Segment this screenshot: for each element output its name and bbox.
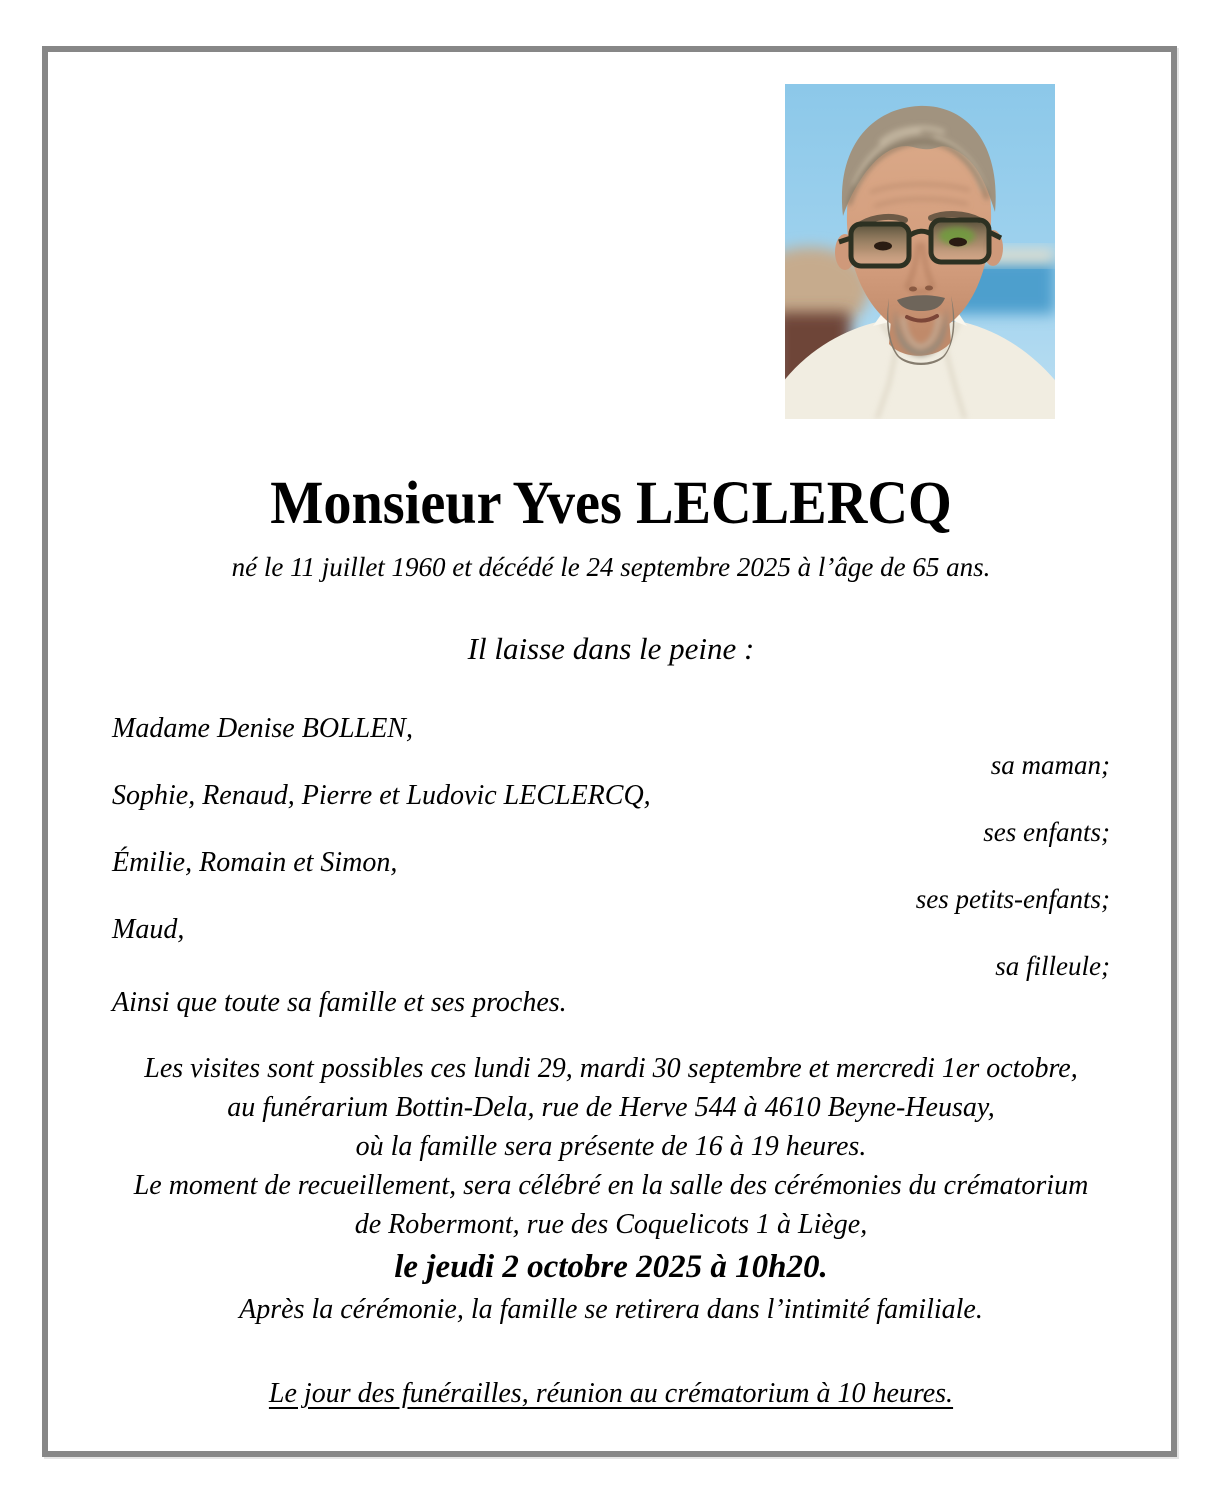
portrait-photo — [785, 84, 1055, 419]
after-ceremony-line: Après la cérémonie, la famille se retirera dans l’intimité familiale. — [239, 1294, 983, 1325]
deceased-name-title: Monsieur Yves LECLERCQ — [270, 468, 952, 537]
ceremony-line: Le moment de recueillement, sera célébré en la salle des cérémonies du crématorium — [133, 1170, 1089, 1201]
visits-line: au funérarium Bottin-Dela, rue de Herve 544 à 4610 Beyne-Heusay, — [227, 1092, 995, 1123]
birth-death-line: né le 11 juillet 1960 et décédé le 24 septembre 2025 à l’âge de 65 ans. — [231, 552, 991, 582]
family-list — [112, 713, 1110, 1019]
family-member-relation: ses enfants; — [983, 817, 1110, 847]
family-member-relation: sa filleule; — [995, 951, 1110, 981]
ceremony-date-line: le jeudi 2 octobre 2025 à 10h20. — [394, 1249, 828, 1285]
family-member-relation: ses petits-enfants; — [915, 884, 1110, 914]
intro-line: Il laisse dans le peine : — [467, 631, 755, 666]
ceremony-line: de Robermont, rue des Coquelicots 1 à Liège, — [354, 1209, 868, 1240]
visits-line: Les visites sont possibles ces lundi 29, mardi 30 septembre et mercredi 1er octobre, — [144, 1053, 1078, 1084]
page-frame-border — [42, 46, 1177, 1457]
funeral-day-note: Le jour des funérailles, réunion au crématorium à 10 heures. — [268, 1378, 954, 1409]
family-member-name: Sophie, Renaud, Pierre et Ludovic LECLERCQ, — [112, 780, 651, 811]
family-member-name: Madame Denise BOLLEN, — [112, 713, 413, 744]
family-member-relation: sa maman; — [990, 750, 1110, 780]
family-member-name: Maud, — [112, 914, 185, 945]
ceremony-details — [112, 1049, 1110, 1329]
visits-line: où la famille sera présente de 16 à 19 heures. — [355, 1131, 867, 1162]
family-closing-line: Ainsi que toute sa famille et ses proches. — [112, 987, 567, 1018]
family-member-name: Émilie, Romain et Simon, — [112, 847, 398, 878]
photo-container — [112, 84, 1110, 419]
page-content — [48, 84, 1171, 1457]
